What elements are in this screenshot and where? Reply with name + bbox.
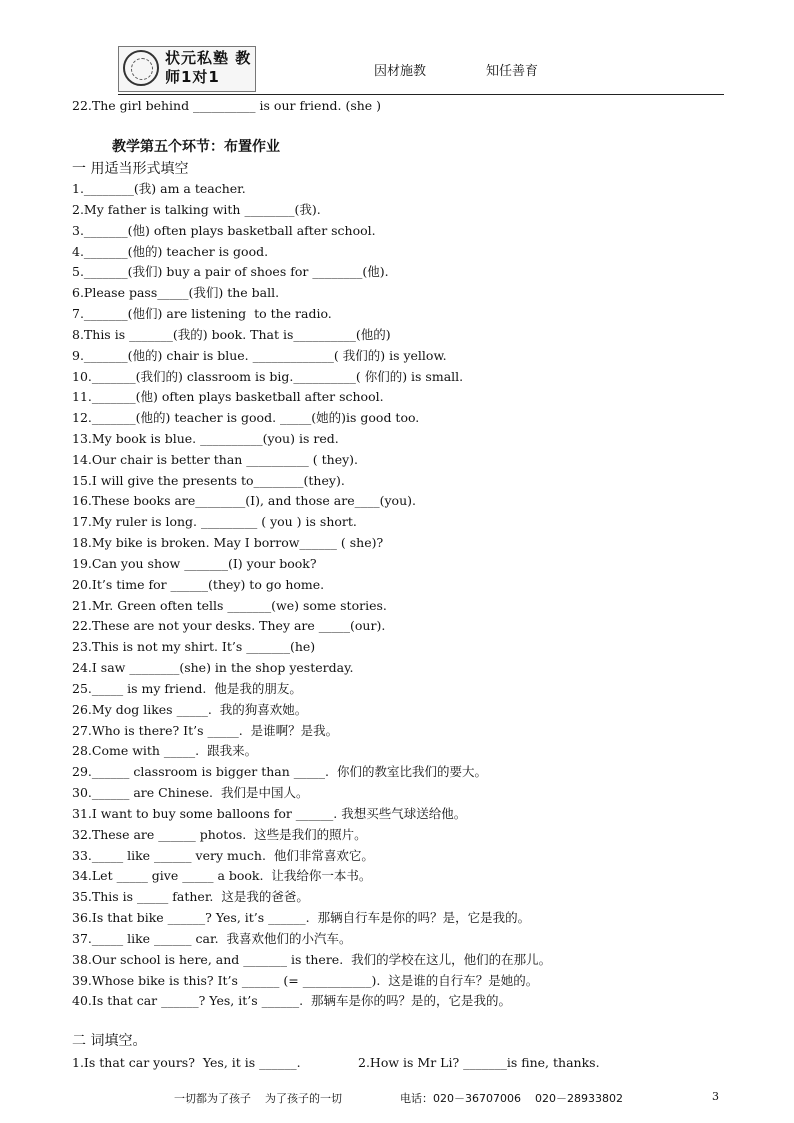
- part2-item: 1.Is that car yours? Yes, it is ______.: [72, 1055, 301, 1070]
- header-slogan-right: 知任善育: [486, 64, 539, 79]
- exercise-item: 3._______(他) often plays basketball after school.: [72, 222, 376, 238]
- exercise-item: 31.I want to buy some balloons for ______. 我想买些气球送给他。: [72, 805, 467, 821]
- exercise-item: 27.Who is there? It’s _____. 是谁啊？是我。: [72, 722, 339, 738]
- exercise-item: 15.I will give the presents to________(they).: [72, 472, 345, 488]
- exercise-item: 29.______ classroom is bigger than _____. 你们的教室比我们的要大。: [72, 764, 487, 780]
- exercise-item: 33._____ like ______ very much. 他们非常喜欢它。: [72, 847, 374, 863]
- exercise-item: 8.This is _______(我的) book. That is__________(他的): [72, 326, 391, 342]
- exercise-item: 19.Can you show _______(I) your book?: [72, 555, 317, 571]
- exercise-item: 16.These books are________(I), and those are____(you).: [72, 493, 416, 509]
- exercise-item: 10._______(我们的) classroom is big.__________( 你们的) is small.: [72, 368, 464, 384]
- exercise-item: 39.Whose bike is this? It’s ______ (= ___________). 这是谁的自行车？是她的。: [72, 972, 539, 988]
- section-title: 教学第五个环节：布置作业: [112, 139, 280, 155]
- exercise-item: 9._______(他的) chair is blue. _____________( 我们的) is yellow.: [72, 347, 447, 363]
- exercise-item: 35.This is _____ father. 这是我的爸爸。: [72, 889, 309, 905]
- part2-item: 2.How is Mr Li? _______is fine, thanks.: [358, 1055, 600, 1070]
- exercise-item: 4._______(他的) teacher is good.: [72, 243, 269, 259]
- exercise-item: 6.Please pass_____(我们) the ball.: [72, 285, 280, 301]
- part1-title: 一 用适当形式填空: [72, 161, 189, 177]
- exercise-item: 37._____ like ______ car. 我喜欢他们的小汽车。: [72, 930, 352, 946]
- exercise-item: 24.I saw ________(she) in the shop yesterday.: [72, 660, 354, 676]
- top-exercise-line: 22.The girl behind __________ is our friend. (she ): [72, 98, 382, 113]
- exercise-item: 40.Is that car ______? Yes, it’s ______. 那辆车是你的吗？是的，它是我的。: [72, 993, 512, 1009]
- exercise-item: 38.Our school is here, and _______ is there. 我们的学校在这儿，他们的在那儿。: [72, 951, 552, 967]
- exercise-item: 11._______(他) often plays basketball after school.: [72, 389, 384, 405]
- logo: [118, 46, 256, 92]
- exercise-item: 17.My ruler is long. _________ ( you ) is short.: [72, 514, 357, 530]
- exercise-item: 20.It’s time for ______(they) to go home.: [72, 576, 325, 592]
- exercise-item: 25._____ is my friend. 他是我的朋友。: [72, 680, 302, 696]
- exercise-item: 1.________(我) am a teacher.: [72, 181, 246, 196]
- exercise-item: 36.Is that bike ______? Yes, it’s ______. 那辆自行车是你的吗？是，它是我的。: [72, 910, 531, 925]
- header-slogan-left: 因材施教: [374, 64, 427, 79]
- exercise-item: 26.My dog likes _____. 我的狗喜欢她。: [72, 701, 308, 717]
- exercise-item: 32.These are ______ photos. 这些是我们的照片。: [72, 826, 367, 842]
- exercise-item: 7._______(他们) are listening to the radio.: [72, 306, 332, 321]
- school-seal-icon: [123, 50, 159, 86]
- exercise-item: 5._______(我们) buy a pair of shoes for ________(他).: [72, 264, 389, 280]
- exercise-item: 2.My father is talking with ________(我).: [72, 201, 321, 217]
- logo-text: 状元私塾 教师1对1: [165, 49, 252, 86]
- exercise-item: 30.______ are Chinese. 我们是中国人。: [72, 785, 309, 801]
- page-number: 3: [712, 1090, 719, 1103]
- exercise-item: 18.My bike is broken. May I borrow______ ( she)?: [72, 535, 384, 551]
- footer-phone: 电话：020－36707006 020－28933802: [400, 1092, 623, 1105]
- exercise-item: 13.My book is blue. __________(you) is red.: [72, 431, 339, 446]
- exercise-item: 21.Mr. Green often tells _______(we) some stories.: [72, 597, 387, 613]
- exercise-item: 28.Come with _____. 跟我来。: [72, 743, 258, 759]
- page-header: [118, 44, 724, 95]
- footer-motto: 一切都为了孩子 为了孩子的一切: [174, 1092, 342, 1105]
- exercise-item: 14.Our chair is better than __________ ( they).: [72, 451, 359, 467]
- part2-title: 二 词填空。: [72, 1033, 147, 1049]
- exercise-item: 22.These are not your desks. They are _____(our).: [72, 618, 386, 634]
- exercise-item: 34.Let _____ give _____ a book. 让我给你一本书。: [72, 868, 372, 884]
- exercise-item: 23.This is not my shirt. It’s _______(he): [72, 639, 316, 655]
- exercise-item: 12._______(他的) teacher is good. _____(她的)is good too.: [72, 410, 420, 426]
